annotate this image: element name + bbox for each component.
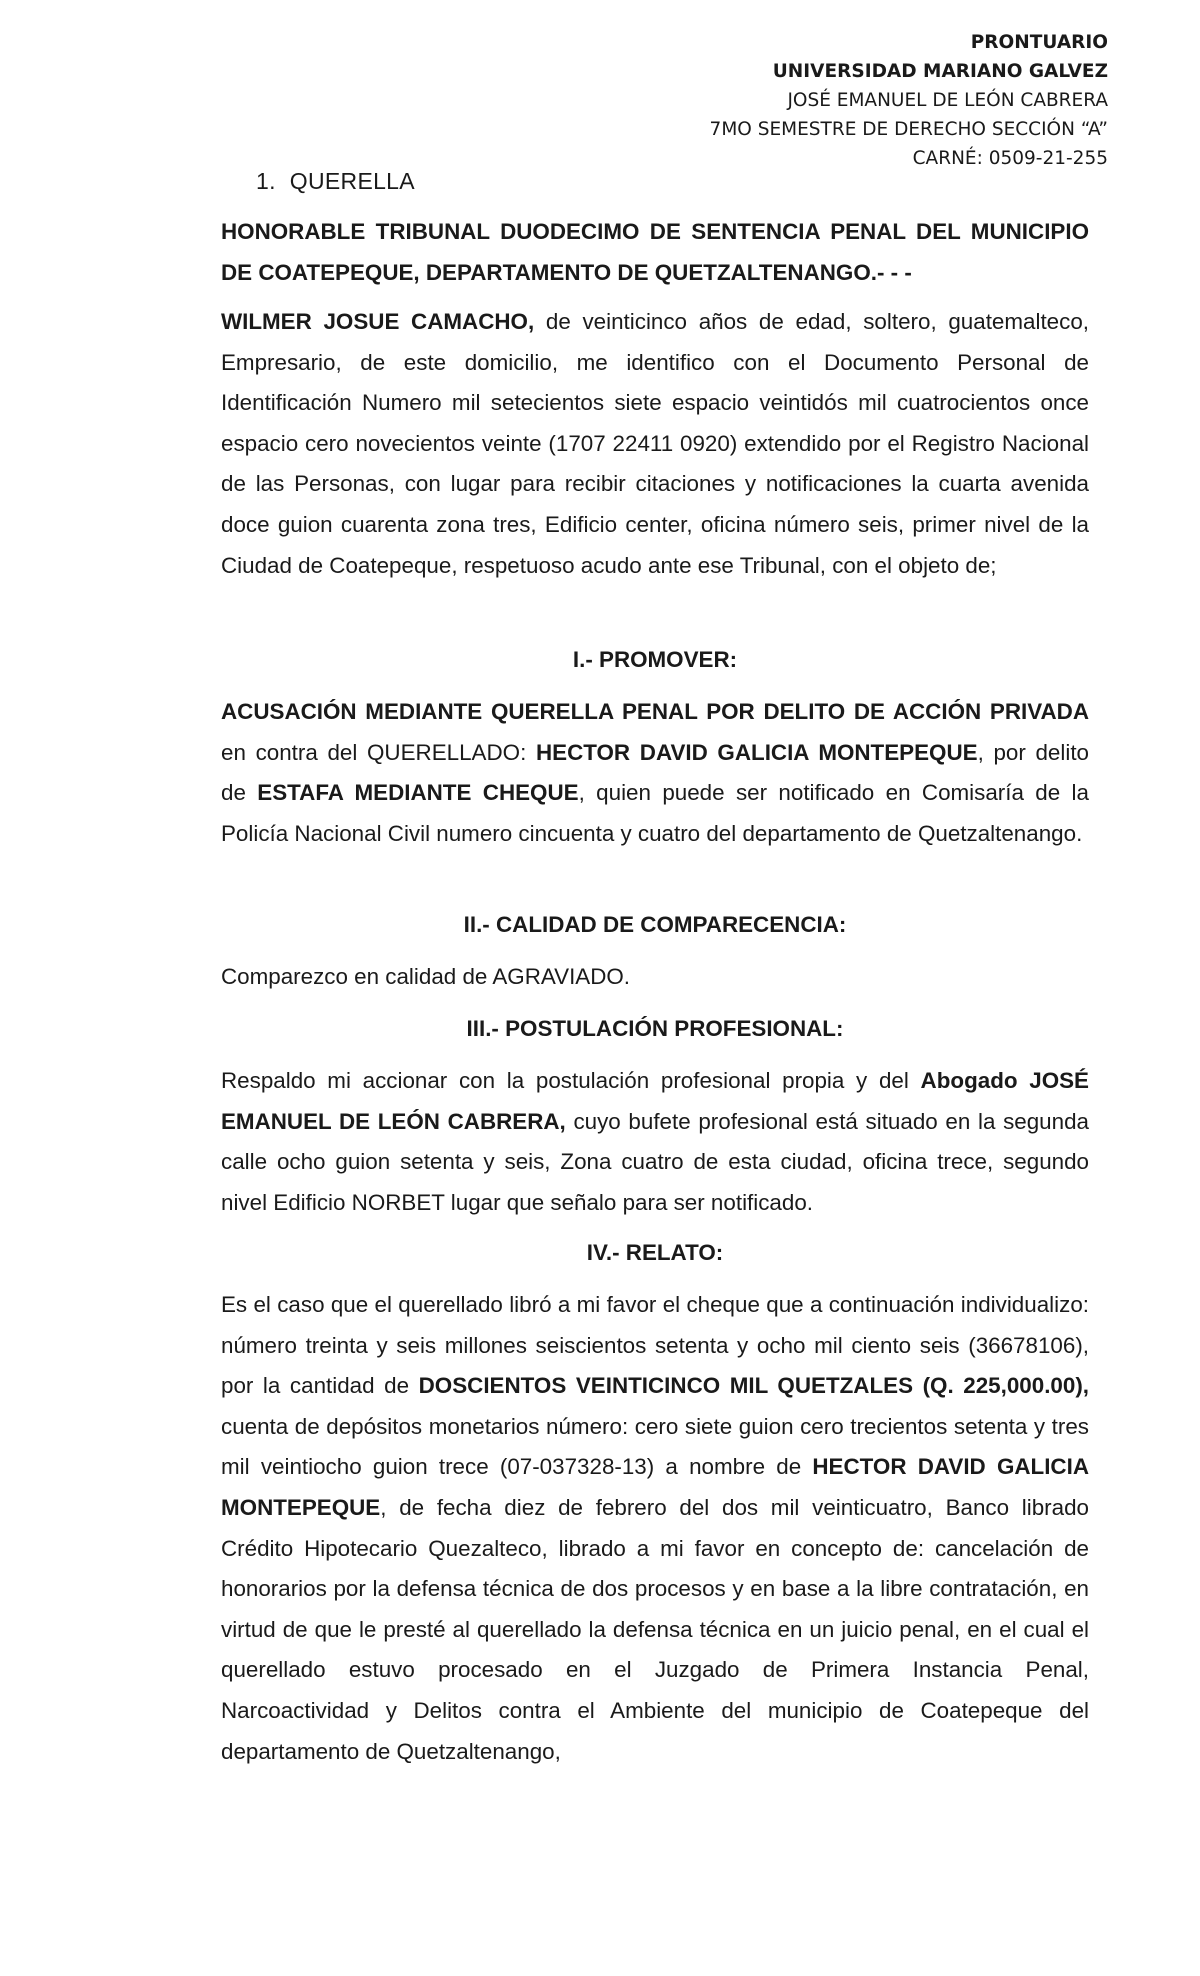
section-i-bold2: HECTOR DAVID GALICIA MONTEPEQUE	[535, 739, 978, 765]
plaintiff-name: WILMER JOSUE CAMACHO,	[221, 309, 535, 334]
addressee-paragraph	[221, 212, 1089, 293]
list-number: 1.	[256, 168, 276, 194]
section-iv-bold2: HECTOR DAVID GALICIA MONTEPEQUE	[221, 1454, 1089, 1520]
header-carne: CARNÉ: 0509-21-255	[912, 148, 1108, 169]
identity-text: de veinticinco años de edad, soltero, guatemalteco, Empresario, de este domicilio, me identifico con el Documento Personal de Identificación Numero mil setecientos siete espacio veintidós mil cuatrocientos once espacio cero novecientos veinte (1707 22411 0920) extendido por el Registro Nacional de las Personas, con lugar para recibir citaciones y notificaciones la cuarta avenida doce guion cuarenta zona tres, Edificio center, oficina número seis, primer nivel de la Ciudad de Coatepeque, respetuoso acudo ante ese Tribunal, con el objeto de;	[221, 309, 1089, 578]
section-iii-title: III.- POSTULACIÓN PROFESIONAL:	[466, 1016, 844, 1041]
section-iii-text1: Respaldo mi accionar con la postulación profesional propia y del	[221, 1068, 921, 1093]
section-iv-text2: cuenta de depósitos monetarios número: cero siete guion cero trecientos setenta y tres mil veintiocho guion trece (07-037328-13) a nombre de	[221, 1413, 1089, 1480]
section-ii-text: Comparezco en calidad de AGRAVIADO.	[221, 964, 631, 989]
section-i-text2: , por delito de	[221, 739, 1090, 806]
section-i-text1: en contra del QUERELLADO:	[221, 739, 536, 765]
addressee-text: HONORABLE TRIBUNAL DUODECIMO DE SENTENCIA PENAL DEL MUNICIPIO DE COATEPEQUE, DEPARTAMENTO DE QUETZALTENANGO.- - -	[221, 219, 1089, 285]
header-prontuario: PRONTUARIO	[970, 32, 1108, 53]
section-ii-title: II.- CALIDAD DE COMPARECENCIA:	[463, 912, 847, 937]
section-ii-body	[221, 957, 1089, 998]
section-iii-bold1: Abogado JOSÉ EMANUEL DE LEÓN CABRERA,	[221, 1068, 1089, 1134]
section-i-title: I.- PROMOVER:	[572, 647, 738, 672]
list-label: QUERELLA	[289, 168, 415, 194]
section-iii-body	[221, 1061, 1089, 1223]
section-iv-text3: , de fecha diez de febrero del dos mil veinticuatro, Banco librado Crédito Hipotecario Quezalteco, librado a mi favor en concepto de: cancelación de honorarios por la defensa técnica de dos procesos y en base a la libre contratación, en virtud de que le presté al querellado la defensa técnica en un juicio penal, en el cual el querellado estuvo procesado en el Juzgado de Primera Instancia Penal, Narcoactividad y Delitos contra el Ambiente del municipio de Coatepeque del departamento de Quetzaltenango,	[221, 1494, 1089, 1764]
section-iv-text1: Es el caso que el querellado libró a mi favor el cheque que a continuación individualizo: número treinta y seis millones seiscientos setenta y ocho mil ciento seis (36678106), por la cantidad de	[221, 1292, 1089, 1399]
identity-paragraph	[221, 302, 1089, 586]
section-i-body	[221, 692, 1089, 854]
section-iii-text2: cuyo bufete profesional está situado en la segunda calle ocho guion setenta y seis, Zona cuatro de esta ciudad, oficina trece, segundo nivel Edificio NORBET lugar que señalo para ser notificado.	[221, 1108, 1089, 1215]
section-iv-title: IV.- RELATO:	[586, 1240, 724, 1265]
document-header	[710, 28, 1108, 173]
list-item-querella	[256, 166, 415, 196]
header-author: JOSÉ EMANUEL DE LEÓN CABRERA	[787, 90, 1108, 111]
header-semester: 7MO SEMESTRE DE DERECHO SECCIÓN “A”	[709, 119, 1108, 140]
section-i-bold3: ESTAFA MEDIANTE CHEQUE	[257, 780, 579, 806]
section-iv-body	[221, 1285, 1089, 1772]
header-university: UNIVERSIDAD MARIANO GALVEZ	[772, 61, 1108, 82]
section-iv-bold1: DOSCIENTOS VEINTICINCO MIL QUETZALES (Q. 225,000.00),	[418, 1373, 1089, 1399]
section-i-text3: , quien puede ser notificado en Comisaría de la Policía Nacional Civil numero cincuenta y cuatro del departamento de Quetzaltenango.	[221, 780, 1089, 846]
section-i-bold1: ACUSACIÓN MEDIANTE QUERELLA PENAL POR DELITO DE ACCIÓN PRIVADA	[221, 699, 1089, 724]
